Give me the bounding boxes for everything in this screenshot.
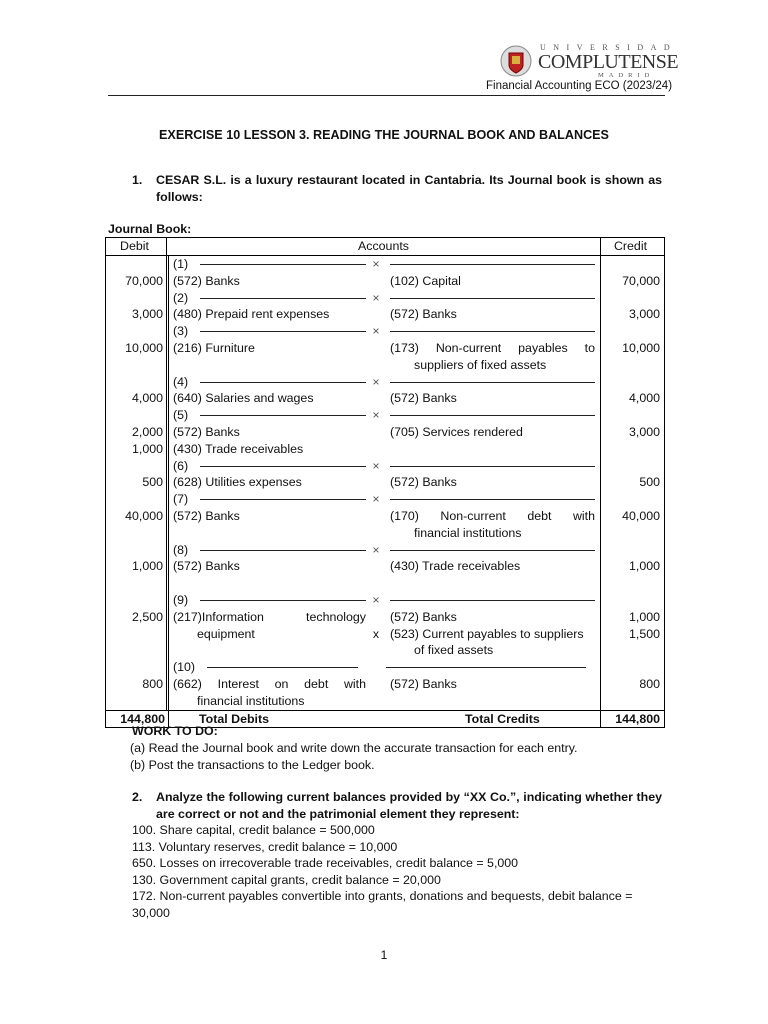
credit-amount: 1,000: [628, 559, 660, 574]
total-credits-label: Total Credits: [465, 711, 540, 726]
debit-amount: [106, 642, 169, 659]
debit-amount: 1,000: [106, 558, 169, 575]
separator-cross: ×: [372, 408, 380, 423]
accounts-cell: [169, 474, 601, 491]
total-debits-label: Total Debits: [199, 711, 269, 726]
entry-number: (5): [173, 408, 189, 423]
separator-line: [390, 298, 595, 299]
separator-line: [200, 466, 366, 467]
credit-amount: [601, 525, 664, 542]
work-item: (a) Read the Journal book and write down the accurate transaction for each entry.: [130, 740, 578, 755]
separator-line: [200, 499, 366, 500]
debit-cell: [106, 407, 169, 424]
debit-account: (572) Banks: [173, 424, 240, 439]
debit-amount: 2,500: [106, 609, 169, 626]
accounts-cell: [169, 659, 601, 676]
exercise-title: EXERCISE 10 LESSON 3. READING THE JOURNAL BOOK AND BALANCES: [159, 128, 609, 142]
entry-separator-row: [106, 256, 664, 273]
entry-row: [106, 441, 664, 458]
entry-number: (7): [173, 492, 189, 507]
entry-separator-row: [106, 491, 664, 508]
entry-separator-row: [106, 542, 664, 559]
credit-amount: [601, 575, 664, 592]
entry-number: (9): [173, 592, 189, 607]
accounts-cell: [169, 323, 601, 340]
entry-row: [106, 508, 664, 525]
table-header: [106, 238, 664, 256]
debit-amount: [106, 525, 169, 542]
debit-cell: [106, 592, 169, 609]
debit-amount: 40,000: [106, 508, 169, 525]
entry-number: (2): [173, 290, 189, 305]
total-credit: 144,800: [615, 711, 660, 726]
question-number: 2.: [132, 790, 143, 804]
course-header: Financial Accounting ECO (2023/24): [486, 80, 673, 92]
separator-line: [207, 667, 358, 668]
accounts-cell: [169, 491, 601, 508]
debit-amount: 1,000: [106, 441, 169, 458]
entry-row: [106, 474, 664, 491]
debit-amount: 3,000: [106, 306, 169, 323]
entry-number: (8): [173, 542, 189, 557]
debit-amount: [106, 575, 169, 592]
credit-cell: [601, 592, 664, 609]
separator-cross: ×: [372, 458, 380, 473]
accounts-cell: [169, 290, 601, 307]
separator-line: [390, 550, 595, 551]
entry-separator-row: [106, 290, 664, 307]
separator-line: [200, 415, 366, 416]
accounts-cell: [169, 592, 601, 609]
separator-line: [390, 264, 595, 265]
credit-account: (572) Banks: [390, 475, 457, 490]
credit-account: (430) Trade receivables: [390, 559, 521, 574]
entry-row: [106, 693, 664, 710]
credit-account: (572) Banks: [390, 391, 457, 406]
debit-account: (572) Banks: [173, 559, 240, 574]
credit-amount: 70,000: [622, 273, 660, 288]
work-to-do: [132, 723, 577, 773]
credit-account: (102) Capital: [390, 273, 461, 288]
credit-account: financial institutions: [414, 525, 522, 540]
balance-item: 130. Government capital grants, credit balance = 20,000: [132, 872, 441, 887]
question-text: Analyze the following current balances provided by “XX Co.”, indicating whether they are correct or not and the patrimonial element they represent:: [156, 790, 662, 821]
debit-amount: 4,000: [106, 390, 169, 407]
debit-amount: 800: [106, 676, 169, 693]
separator-line: [200, 331, 366, 332]
credit-account: suppliers of fixed assets: [414, 357, 547, 372]
balances-list: [132, 822, 662, 922]
accounts-cell: [169, 424, 601, 441]
debit-amount: [106, 357, 169, 374]
entry-number: (6): [173, 458, 189, 473]
entry-row: [106, 609, 664, 626]
credit-account: (705) Services rendered: [390, 424, 523, 439]
credit-amount: 800: [639, 676, 660, 691]
journal-label: Journal Book:: [108, 222, 192, 236]
debit-account: (662) Interest on debt with: [173, 676, 366, 691]
entry-separator-row: [106, 407, 664, 424]
debit-account: financial institutions: [197, 693, 305, 708]
debit-amount: 70,000: [106, 273, 169, 290]
credit-cell: [601, 542, 664, 559]
entry-row: [106, 626, 664, 643]
credit-amount: [601, 693, 664, 710]
separator-line: [200, 264, 366, 265]
credit-amount: [601, 357, 664, 374]
debit-cell: [106, 256, 169, 273]
university-seal-icon: [500, 42, 532, 80]
separator-cross: ×: [372, 257, 380, 271]
entry-marker: x: [372, 626, 380, 641]
accounts-cell: [169, 340, 601, 357]
credit-account: (170) Non-current debt with: [390, 508, 595, 523]
question-number: 1.: [132, 173, 143, 187]
entry-number: (4): [173, 374, 189, 389]
separator-line: [390, 600, 595, 601]
debit-amount: 10,000: [106, 340, 169, 357]
separator-line: [390, 382, 595, 383]
entry-separator-row: [106, 659, 664, 676]
entry-row: [106, 390, 664, 407]
logo-complutense-text: COMPLUTENSE: [538, 51, 679, 73]
separator-cross: ×: [372, 290, 380, 305]
debit-account: (217)Information technology: [173, 609, 366, 624]
credit-account: (173) Non-current payables to: [390, 340, 595, 355]
debit-amount: [106, 626, 169, 643]
journal-table: [105, 237, 665, 728]
credit-cell: [601, 491, 664, 508]
separator-line: [200, 382, 366, 383]
header-accounts: Accounts: [167, 238, 601, 255]
debit-account: equipment: [197, 626, 255, 641]
debit-amount: 500: [106, 474, 169, 491]
credit-amount: [601, 441, 664, 458]
entry-row: [106, 424, 664, 441]
separator-cross: ×: [372, 374, 380, 389]
balance-item: 650. Losses on irrecoverable trade receivables, credit balance = 5,000: [132, 856, 519, 871]
credit-amount: 3,000: [628, 307, 660, 322]
question-2: [110, 789, 662, 823]
separator-line: [386, 667, 586, 668]
accounts-cell: [169, 306, 601, 323]
accounts-cell: [169, 458, 601, 475]
debit-account: (430) Trade receivables: [173, 441, 304, 456]
header-credit: Credit: [613, 239, 648, 253]
credit-account: (572) Banks: [390, 609, 457, 624]
debit-cell: [106, 659, 169, 676]
credit-account: (572) Banks: [390, 307, 457, 322]
header-debit: Debit: [106, 238, 167, 255]
accounts-cell: [169, 357, 601, 374]
table-body: [106, 256, 664, 710]
accounts-cell: [169, 693, 601, 710]
credit-cell: [601, 256, 664, 273]
credit-amount: 1,000: [628, 609, 660, 624]
balance-item: 172. Non-current payables convertible into grants, donations and bequests, debit balance = 30,000: [132, 889, 633, 920]
debit-cell: [106, 491, 169, 508]
accounts-cell: [169, 508, 601, 525]
credit-account: (523) Current payables to suppliers: [390, 626, 584, 641]
entry-row: [106, 558, 664, 575]
accounts-cell: [169, 642, 601, 659]
debit-cell: [106, 374, 169, 391]
credit-amount: 1,500: [628, 626, 660, 641]
debit-amount: 2,000: [106, 424, 169, 441]
credit-amount: 40,000: [622, 508, 660, 523]
debit-account: (640) Salaries and wages: [173, 391, 314, 406]
credit-cell: [601, 458, 664, 475]
accounts-cell: [169, 256, 601, 273]
entry-separator-row: [106, 323, 664, 340]
debit-account: (572) Banks: [173, 508, 240, 523]
credit-cell: [601, 323, 664, 340]
accounts-cell: [169, 575, 601, 592]
debit-account: (572) Banks: [173, 273, 240, 288]
separator-line: [200, 298, 366, 299]
entry-row: [106, 525, 664, 542]
entry-number: (10): [173, 660, 196, 675]
separator-cross: ×: [372, 542, 380, 557]
credit-amount: 10,000: [622, 340, 660, 355]
debit-account: (480) Prepaid rent expenses: [173, 307, 330, 322]
accounts-cell: [169, 542, 601, 559]
separator-line: [390, 415, 595, 416]
work-label: WORK TO DO:: [132, 724, 218, 738]
accounts-cell: [169, 525, 601, 542]
header-divider: [108, 95, 665, 96]
credit-account: of fixed assets: [414, 643, 494, 658]
question-1: [110, 172, 662, 206]
separator-line: [390, 331, 595, 332]
entry-number: (1): [173, 257, 189, 271]
accounts-cell: [169, 626, 601, 643]
total-debit: 144,800: [106, 711, 169, 727]
accounts-cell: [169, 441, 601, 458]
separator-cross: ×: [372, 492, 380, 507]
entry-row: [106, 642, 664, 659]
debit-account: (216) Furniture: [173, 340, 255, 355]
accounts-cell: [169, 374, 601, 391]
accounts-cell: [169, 676, 601, 693]
entry-separator-row: [106, 458, 664, 475]
entry-row: [106, 273, 664, 290]
credit-amount: 3,000: [628, 424, 660, 439]
entry-number: (3): [173, 324, 189, 339]
credit-cell: [601, 290, 664, 307]
work-item: (b) Post the transactions to the Ledger book.: [130, 757, 375, 772]
page-number: 1: [380, 948, 388, 962]
logo-madrid-text: MADRID: [598, 72, 655, 79]
balance-item: 113. Voluntary reserves, credit balance = 10,000: [132, 839, 398, 854]
debit-amount: [106, 693, 169, 710]
entry-row: [106, 575, 664, 592]
separator-cross: ×: [372, 324, 380, 339]
debit-cell: [106, 290, 169, 307]
separator-line: [390, 499, 595, 500]
accounts-cell: [169, 407, 601, 424]
accounts-cell: [169, 609, 601, 626]
credit-amount: 4,000: [628, 391, 660, 406]
accounts-cell: [169, 390, 601, 407]
debit-account: (628) Utilities expenses: [173, 475, 302, 490]
credit-cell: [601, 659, 664, 676]
debit-cell: [106, 323, 169, 340]
entry-row: [106, 357, 664, 374]
credit-account: (572) Banks: [390, 676, 457, 691]
separator-line: [390, 466, 595, 467]
credit-cell: [601, 407, 664, 424]
entry-row: [106, 340, 664, 357]
debit-cell: [106, 458, 169, 475]
entry-row: [106, 306, 664, 323]
credit-amount: [601, 642, 664, 659]
entry-row: [106, 676, 664, 693]
entry-separator-row: [106, 592, 664, 609]
separator-line: [200, 600, 366, 601]
separator-line: [200, 550, 366, 551]
separator-cross: ×: [372, 592, 380, 607]
credit-amount: 500: [639, 475, 660, 490]
accounts-cell: [169, 273, 601, 290]
question-text: CESAR S.L. is a luxury restaurant located in Cantabria. Its Journal book is shown as follows:: [156, 173, 662, 204]
debit-cell: [106, 542, 169, 559]
credit-cell: [601, 374, 664, 391]
entry-separator-row: [106, 374, 664, 391]
accounts-cell: [169, 558, 601, 575]
logo-university-text: UNIVERSIDAD: [540, 43, 678, 52]
balance-item: 100. Share capital, credit balance = 500,000: [132, 823, 375, 837]
